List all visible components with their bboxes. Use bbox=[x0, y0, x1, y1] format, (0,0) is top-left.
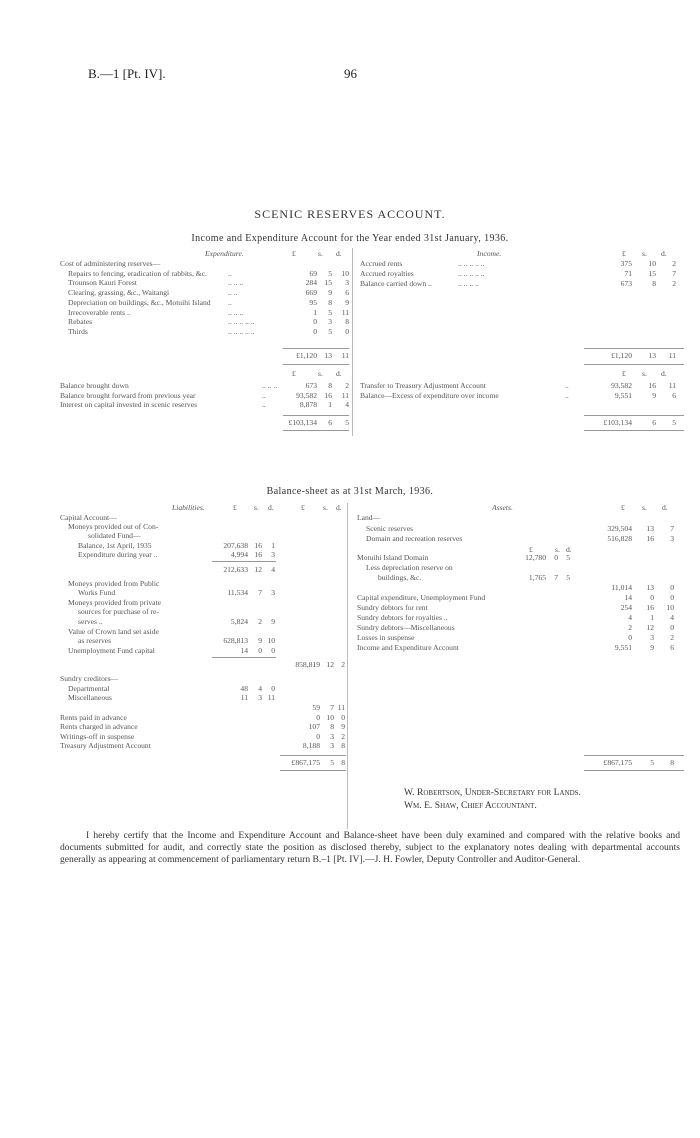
amount-s: 0 bbox=[650, 593, 654, 602]
amount-d: 11 bbox=[668, 381, 676, 390]
row-label: Depreciation on buildings, &c., Motuihi Island bbox=[68, 297, 211, 307]
amount-d: 5 bbox=[566, 553, 570, 562]
amount-d: 2 bbox=[670, 633, 674, 642]
leader-dots: .. .. .. .. .. bbox=[458, 269, 485, 278]
exp-total-d: 11 bbox=[341, 351, 349, 360]
lsd-shilling: s. bbox=[642, 503, 647, 512]
row-label: Trounson Kauri Forest bbox=[68, 278, 137, 288]
amount-l: 628,813 bbox=[223, 636, 248, 645]
row-label: Balance—Excess of expenditure over income bbox=[360, 390, 499, 400]
domain-recreation-label: Domain and recreation reserves bbox=[366, 534, 463, 543]
leader-dots: .. .. .. bbox=[262, 381, 278, 390]
amount-s: 16 bbox=[646, 603, 654, 612]
leader-dots: .. .. bbox=[228, 288, 238, 298]
amount-l: 0 bbox=[313, 317, 317, 327]
amount-d: 11 bbox=[337, 703, 345, 712]
leader-dots: .. bbox=[262, 400, 266, 410]
lsd-pound: £ bbox=[233, 503, 237, 512]
amount-s: 10 bbox=[326, 713, 334, 722]
amount-d: 2 bbox=[672, 279, 676, 288]
total-rule bbox=[584, 770, 684, 771]
amount-l: 329,504 bbox=[607, 524, 632, 533]
row-label: Transfer to Treasury Adjustment Account bbox=[360, 381, 486, 390]
lsd-shilling: s. bbox=[318, 369, 323, 378]
amount-s: 8 bbox=[328, 381, 332, 390]
amount-d: 2 bbox=[341, 732, 345, 741]
inc-total-d: 11 bbox=[668, 351, 676, 360]
amount-d: 0 bbox=[670, 623, 674, 632]
lsd-shilling: s. bbox=[318, 249, 323, 258]
amount-l: 93,582 bbox=[296, 390, 317, 400]
amount-d: 0 bbox=[341, 713, 345, 722]
exp-total-s: 13 bbox=[324, 351, 332, 360]
assets-total-l: £867,175 bbox=[603, 758, 632, 767]
writings-off-label: Writings-off in suspense bbox=[60, 732, 135, 741]
less-depreciation-label-2: buildings, &c. bbox=[378, 573, 422, 582]
expenditure-year-label: Expenditure during year .. bbox=[78, 550, 158, 559]
bal-left-total-d: 5 bbox=[345, 418, 349, 427]
lsd-pound: £ bbox=[621, 503, 625, 512]
sundry-rent-label: Sundry debtors for rent bbox=[357, 603, 428, 612]
amount-d: 10 bbox=[267, 636, 275, 645]
row-label: Accrued rents bbox=[360, 259, 403, 268]
amount-d: 11 bbox=[267, 693, 275, 702]
miscellaneous-label: Miscellaneous bbox=[68, 693, 112, 702]
amount-s: 2 bbox=[258, 617, 262, 626]
amount-s: 9 bbox=[328, 288, 332, 298]
total-rule bbox=[283, 430, 349, 431]
amount-d: 0 bbox=[345, 326, 349, 336]
row-label: Irrecoverable rents .. bbox=[68, 307, 131, 317]
ie-subtitle: Income and Expenditure Account for the Year ended 31st January, 1936. bbox=[191, 233, 509, 244]
leader-dots: .. bbox=[565, 390, 569, 400]
lsd-shilling: s. bbox=[642, 249, 647, 258]
amount-l: 212,633 bbox=[223, 565, 248, 574]
amount-l: 14 bbox=[624, 593, 632, 602]
amount-s: 12 bbox=[254, 565, 262, 574]
amount-d: 1 bbox=[271, 541, 275, 550]
amount-s: 13 bbox=[646, 583, 654, 592]
amount-d: 6 bbox=[670, 643, 674, 652]
amount-s: 1 bbox=[328, 400, 332, 410]
motuihi-domain-label: Motuihi Island Domain bbox=[357, 553, 429, 562]
amount-l: 14 bbox=[240, 646, 248, 655]
amount-s: 3 bbox=[330, 741, 334, 750]
amount-s: 16 bbox=[648, 381, 656, 390]
leader-dots: .. .. .. .. .. bbox=[228, 317, 255, 327]
lsd-pound: £ bbox=[301, 503, 305, 512]
unemployment-fund-label: Unemployment Fund capital bbox=[68, 646, 155, 655]
amount-s: 1 bbox=[650, 613, 654, 622]
liabilities-heading: Liabilities. bbox=[172, 503, 205, 512]
amount-l: 8,188 bbox=[302, 741, 320, 750]
amount-d: 11 bbox=[341, 307, 349, 317]
amount-l: 516,828 bbox=[607, 534, 632, 543]
amount-l: 9,551 bbox=[614, 643, 632, 652]
row-label: Repairs to fencing, eradication of rabbits, &c. bbox=[68, 268, 207, 278]
bal-right-total-s: 6 bbox=[652, 418, 656, 427]
amount-d: 8 bbox=[341, 741, 345, 750]
amount-l: 0 bbox=[628, 633, 632, 642]
amount-l: 1,765 bbox=[528, 573, 546, 582]
leader-dots: .. bbox=[228, 268, 232, 278]
rents-charged-label: Rents charged in advance bbox=[60, 722, 138, 731]
scenic-reserves-label: Scenic reserves bbox=[366, 524, 414, 533]
amount-l: 1 bbox=[313, 307, 317, 317]
leader-dots: .. .. .. .. .. bbox=[458, 259, 485, 268]
amount-s: 16 bbox=[254, 550, 262, 559]
amount-l: 673 bbox=[620, 279, 632, 288]
liabilities-total-s: 5 bbox=[330, 758, 334, 767]
assets-total-d: 8 bbox=[670, 758, 674, 767]
amount-d: 7 bbox=[670, 524, 674, 533]
bs-subtitle: Balance-sheet as at 31st March, 1936. bbox=[266, 486, 434, 497]
amount-s: 8 bbox=[330, 722, 334, 731]
inc-total-l: £1,120 bbox=[611, 351, 632, 360]
row-label: Cost of administering reserves— bbox=[60, 259, 161, 268]
amount-s: 15 bbox=[648, 269, 656, 278]
lsd-pound: £ bbox=[622, 369, 626, 378]
amount-d: 0 bbox=[271, 646, 275, 655]
losses-suspense-label: Losses in suspense bbox=[357, 633, 415, 642]
leader-dots: .. .. .. bbox=[228, 307, 244, 317]
subtotal-rule bbox=[212, 657, 276, 658]
amount-d: 3 bbox=[670, 534, 674, 543]
lsd-pence: d. bbox=[662, 503, 668, 512]
amount-s: 7 bbox=[554, 573, 558, 582]
amount-s: 3 bbox=[258, 693, 262, 702]
amount-l: 669 bbox=[305, 288, 317, 298]
total-rule bbox=[584, 755, 684, 756]
amount-d: 10 bbox=[341, 268, 349, 278]
amount-d: 3 bbox=[271, 550, 275, 559]
amount-l: 5,824 bbox=[230, 617, 248, 626]
amount-l: 0 bbox=[316, 713, 320, 722]
exp-total-l: £1,120 bbox=[296, 351, 317, 360]
total-rule bbox=[584, 348, 684, 349]
row-label: Accrued royalties bbox=[360, 269, 414, 278]
crown-land-label: Value of Crown land set aside bbox=[68, 627, 159, 636]
amount-d: 3 bbox=[345, 278, 349, 288]
sundry-misc-label: Sundry debtors—Miscellaneous bbox=[357, 623, 455, 632]
amount-s: 3 bbox=[328, 317, 332, 327]
less-depreciation-label: Less depreciation reserve on bbox=[366, 563, 453, 572]
amount-s: 15 bbox=[324, 278, 332, 288]
land-label: Land— bbox=[357, 513, 381, 522]
capital-expenditure-label: Capital expenditure, Unemployment Fund bbox=[357, 593, 486, 602]
auditor-certificate: I hereby certify that the Income and Expenditure Account and Balance-sheet have been duly examined and compared with the relative books and documents submitted for audit, and correctly state the position as disclosed thereby, subject to the explanatory notes dealing with departmental accounts generally as appearing at commencement of parliamentary return B.–1 [Pt. IV].—J. H. Fowler, Deputy Controller and Auditor-General. bbox=[60, 830, 680, 866]
amount-s: 4 bbox=[258, 684, 262, 693]
amount-d: 4 bbox=[345, 400, 349, 410]
amount-d: 9 bbox=[271, 617, 275, 626]
lsd-pound: £ bbox=[529, 545, 533, 554]
column-rule bbox=[352, 248, 353, 436]
lsd-pence: d. bbox=[336, 503, 342, 512]
amount-l: 2 bbox=[628, 623, 632, 632]
row-label: Balance carried down .. bbox=[360, 279, 432, 288]
amount-l: 93,582 bbox=[611, 381, 632, 390]
amount-s: 0 bbox=[258, 646, 262, 655]
amount-d: 2 bbox=[341, 660, 345, 669]
account-title: SCENIC RESERVES ACCOUNT. bbox=[254, 207, 446, 221]
public-works-label: Moneys provided from Public bbox=[68, 579, 160, 588]
document-code: B.—1 [Pt. IV]. bbox=[88, 66, 166, 81]
amount-l: 11,534 bbox=[227, 588, 248, 597]
amount-d: 5 bbox=[566, 573, 570, 582]
income-heading: Income. bbox=[477, 249, 502, 258]
amount-s: 7 bbox=[258, 588, 262, 597]
lsd-shilling: s. bbox=[642, 369, 647, 378]
amount-s: 7 bbox=[330, 703, 334, 712]
amount-s: 9 bbox=[650, 643, 654, 652]
amount-s: 9 bbox=[652, 390, 656, 400]
amount-s: 12 bbox=[326, 660, 334, 669]
amount-l: 11 bbox=[240, 693, 248, 702]
amount-l: 375 bbox=[620, 259, 632, 268]
lsd-pound: £ bbox=[292, 369, 296, 378]
amount-s: 3 bbox=[650, 633, 654, 642]
amount-l: 11,014 bbox=[611, 583, 632, 592]
amount-s: 8 bbox=[328, 297, 332, 307]
leader-dots: .. .. .. bbox=[228, 278, 244, 288]
private-sources-label: Moneys provided from private bbox=[68, 598, 162, 607]
income-expenditure-label: Income and Expenditure Account bbox=[357, 643, 459, 652]
amount-s: 5 bbox=[328, 268, 332, 278]
amount-l: 0 bbox=[313, 326, 317, 336]
amount-l: 59 bbox=[312, 703, 320, 712]
total-rule bbox=[283, 364, 349, 365]
lsd-shilling: s. bbox=[323, 503, 328, 512]
amount-s: 13 bbox=[646, 524, 654, 533]
row-label: Rebates bbox=[68, 317, 93, 327]
row-label: Clearing, grassing, &c., Waitangi bbox=[68, 288, 170, 298]
moneys-consolidated-label: Moneys provided out of Con- bbox=[68, 522, 159, 531]
lsd-pence: d. bbox=[566, 545, 572, 554]
amount-d: 9 bbox=[345, 297, 349, 307]
amount-d: 8 bbox=[345, 317, 349, 327]
total-rule bbox=[280, 755, 346, 756]
expenditure-heading: Expenditure. bbox=[205, 249, 244, 258]
rents-paid-label: Rents paid in advance bbox=[60, 713, 127, 722]
amount-s: 0 bbox=[554, 553, 558, 562]
total-rule bbox=[584, 364, 684, 365]
amount-l: 858,819 bbox=[295, 660, 320, 669]
public-works-label-2: Works Fund bbox=[78, 588, 116, 597]
lsd-shilling: s. bbox=[555, 545, 560, 554]
leader-dots: .. bbox=[228, 297, 232, 307]
liabilities-total-l: £867,175 bbox=[291, 758, 320, 767]
amount-d: 2 bbox=[345, 381, 349, 390]
amount-l: 8,878 bbox=[299, 400, 317, 410]
bal-left-total-s: 6 bbox=[328, 418, 332, 427]
amount-d: 0 bbox=[670, 583, 674, 592]
row-label: Balance brought down bbox=[60, 381, 129, 390]
amount-s: 16 bbox=[254, 541, 262, 550]
assets-total-s: 5 bbox=[650, 758, 654, 767]
moneys-consolidated-label-2: solidated Fund— bbox=[88, 531, 141, 540]
total-rule bbox=[584, 415, 684, 416]
bal-left-total-l: £103,134 bbox=[288, 418, 317, 427]
amount-l: 4 bbox=[628, 613, 632, 622]
amount-l: 107 bbox=[308, 722, 320, 731]
row-label: Interest on capital invested in scenic reserves bbox=[60, 400, 198, 410]
total-rule bbox=[584, 430, 684, 431]
page-number: 96 bbox=[344, 66, 357, 81]
amount-l: 95 bbox=[309, 297, 317, 307]
amount-d: 10 bbox=[666, 603, 674, 612]
inc-total-s: 13 bbox=[648, 351, 656, 360]
amount-s: 5 bbox=[328, 326, 332, 336]
lsd-pence: d. bbox=[268, 503, 274, 512]
amount-s: 12 bbox=[646, 623, 654, 632]
amount-d: 0 bbox=[271, 684, 275, 693]
balance-1935-label: Balance, 1st April, 1935 bbox=[78, 541, 152, 550]
leader-dots: .. .. .. .. bbox=[458, 279, 479, 288]
amount-d: 2 bbox=[672, 259, 676, 268]
leader-dots: .. .. .. .. .. bbox=[228, 326, 255, 336]
total-rule bbox=[283, 415, 349, 416]
amount-d: 6 bbox=[672, 390, 676, 400]
amount-s: 16 bbox=[324, 390, 332, 400]
leader-dots: .. bbox=[262, 390, 266, 400]
leader-dots: .. bbox=[565, 381, 569, 390]
lsd-pence: d. bbox=[661, 369, 667, 378]
amount-d: 3 bbox=[271, 588, 275, 597]
amount-l: 71 bbox=[624, 269, 632, 278]
sundry-royalties-label: Sundry debtors for royalties .. bbox=[357, 613, 448, 622]
amount-d: 4 bbox=[670, 613, 674, 622]
private-sources-label-2: sources for purchase of re- bbox=[78, 607, 159, 616]
row-label: Balance brought forward from previous year bbox=[60, 390, 196, 400]
amount-d: 11 bbox=[341, 390, 349, 400]
amount-s: 10 bbox=[648, 259, 656, 268]
lsd-pence: d. bbox=[336, 249, 342, 258]
bal-right-total-l: £103,134 bbox=[603, 418, 632, 427]
total-rule bbox=[280, 770, 346, 771]
amount-s: 3 bbox=[330, 732, 334, 741]
amount-s: 8 bbox=[652, 279, 656, 288]
liabilities-total-d: 8 bbox=[341, 758, 345, 767]
amount-l: 207,638 bbox=[223, 541, 248, 550]
total-rule bbox=[283, 348, 349, 349]
amount-d: 6 bbox=[345, 288, 349, 298]
bal-right-total-d: 5 bbox=[672, 418, 676, 427]
column-rule bbox=[347, 503, 348, 829]
lsd-pound: £ bbox=[292, 249, 296, 258]
amount-l: 69 bbox=[309, 268, 317, 278]
amount-l: 12,780 bbox=[525, 553, 546, 562]
lsd-pence: d. bbox=[661, 249, 667, 258]
signature-chief-accountant: Wm. E. Shaw, Chief Accountant. bbox=[404, 800, 537, 811]
sundry-creditors-label: Sundry creditors— bbox=[60, 674, 118, 683]
amount-l: 0 bbox=[316, 732, 320, 741]
amount-l: 254 bbox=[620, 603, 632, 612]
capital-account-label: Capital Account— bbox=[60, 513, 117, 522]
crown-land-label-2: as reserves bbox=[78, 636, 112, 645]
signature-under-secretary: W. Robertson, Under-Secretary for Lands. bbox=[404, 787, 581, 798]
subtotal-rule bbox=[212, 561, 276, 562]
amount-l: 673 bbox=[305, 381, 317, 390]
row-label: Thirds bbox=[68, 326, 88, 336]
amount-s: 9 bbox=[258, 636, 262, 645]
amount-d: 9 bbox=[341, 722, 345, 731]
assets-heading: Assets. bbox=[492, 503, 513, 512]
amount-l: 284 bbox=[305, 278, 317, 288]
amount-l: 4,994 bbox=[230, 550, 248, 559]
lsd-pound: £ bbox=[622, 249, 626, 258]
lsd-shilling: s. bbox=[254, 503, 259, 512]
amount-d: 0 bbox=[670, 593, 674, 602]
amount-l: 48 bbox=[240, 684, 248, 693]
amount-s: 16 bbox=[646, 534, 654, 543]
amount-d: 7 bbox=[672, 269, 676, 278]
private-sources-label-3: serves .. bbox=[78, 617, 103, 626]
amount-l: 9,551 bbox=[614, 390, 632, 400]
departmental-label: Departmental bbox=[68, 684, 110, 693]
amount-s: 5 bbox=[328, 307, 332, 317]
treasury-adjustment-label: Treasury Adjustment Account bbox=[60, 741, 151, 750]
amount-d: 4 bbox=[271, 565, 275, 574]
lsd-pence: d. bbox=[336, 369, 342, 378]
